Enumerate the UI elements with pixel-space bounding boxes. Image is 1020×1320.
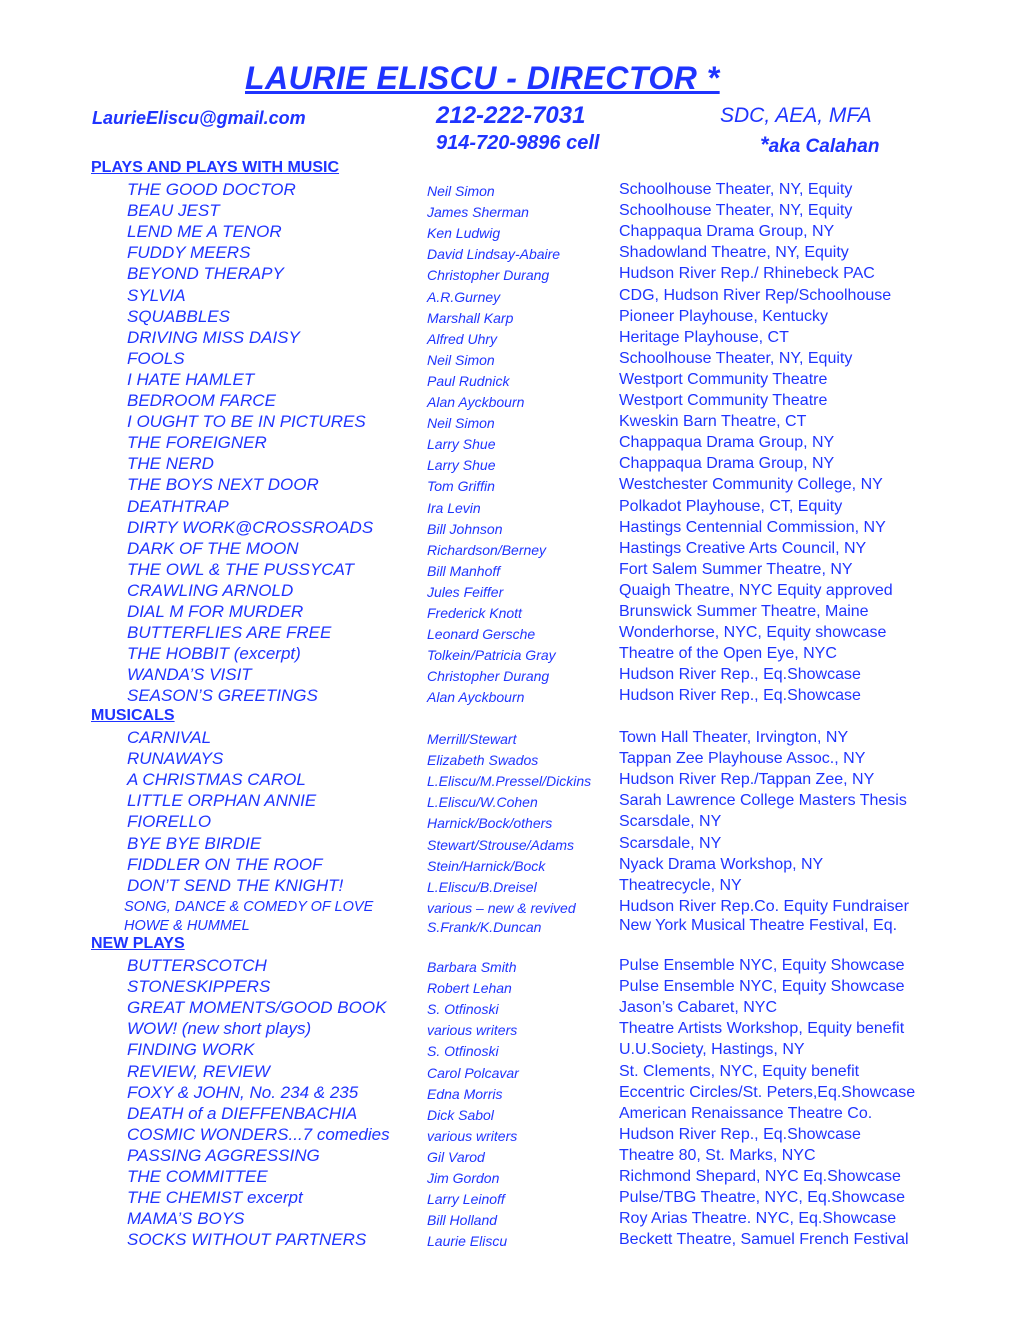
venue-name: Tappan Zee Playhouse Assoc., NY (619, 750, 866, 768)
author-name: Larry Shue (427, 436, 496, 453)
author-name: Dick Sabol (427, 1106, 494, 1123)
author-name: Stewart/Strouse/Adams (427, 836, 575, 853)
author-name: Elizabeth Swados (427, 752, 539, 769)
production-title: FIDDLER ON THE ROOF (127, 854, 323, 874)
production-title: DEATH of a DIEFFENBACHIA (127, 1103, 358, 1123)
credit-row (0, 686, 1020, 706)
production-title: WOW! (new short plays) (127, 1019, 312, 1039)
production-title: MAMA’S BOYS (127, 1209, 245, 1229)
credit-row (0, 201, 1020, 221)
credit-row (0, 812, 1020, 832)
section-heading: PLAYS AND PLAYS WITH MUSIC (91, 159, 340, 176)
production-title: REVIEW, REVIEW (127, 1061, 270, 1081)
venue-name: Theatre 80, St. Marks, NYC (619, 1146, 816, 1164)
venue-name: Pulse Ensemble NYC, Equity Showcase (619, 978, 905, 996)
author-name: various writers (427, 1022, 518, 1039)
credit-row (0, 370, 1020, 390)
phone-number: 212-222-7031 (436, 102, 586, 129)
author-name: S. Otfinoski (427, 1043, 499, 1060)
venue-name: Hudson River Rep./ Rhinebeck PAC (619, 265, 875, 283)
credit-row (0, 644, 1020, 664)
author-name: Frederick Knott (427, 605, 522, 621)
credit-row (0, 1230, 1020, 1250)
production-title: BEDROOM FARCE (127, 391, 276, 410)
aka-name: aka Calahan (768, 136, 880, 157)
credit-row (0, 391, 1020, 411)
production-title: FUDDY MEERS (127, 243, 251, 263)
venue-name: Beckett Theatre, Samuel French Festival (619, 1231, 909, 1249)
venue-name: Town Hall Theater, Irvington, NY (619, 729, 849, 746)
venue-name: Eccentric Circles/St. Peters,Eq.Showcase (619, 1083, 916, 1101)
venue-name: Hudson River Rep./Tappan Zee, NY (619, 771, 875, 789)
author-name: Larry Shue (427, 457, 496, 474)
credit-row (0, 855, 1020, 875)
production-title: BEAU JEST (127, 201, 220, 221)
venue-name: Theatre Artists Workshop, Equity benefit (619, 1020, 905, 1038)
production-title: THE NERD (127, 454, 214, 474)
production-title: SONG, DANCE & COMEDY OF LOVE (124, 898, 374, 915)
section-heading: NEW PLAYS (91, 935, 185, 952)
author-name: David Lindsay-Abaire (427, 246, 561, 263)
venue-name: St. Clements, NYC, Equity benefit (619, 1062, 860, 1080)
venue-name: Hastings Creative Arts Council, NY (619, 539, 867, 557)
author-name: Merrill/Stewart (427, 731, 517, 747)
author-name: James Sherman (427, 204, 529, 221)
production-title: I HATE HAMLET (127, 369, 255, 389)
production-title: DARK OF THE MOON (127, 538, 299, 558)
credit-row (0, 665, 1020, 685)
production-title: WANDA’S VISIT (127, 665, 252, 685)
venue-name: Hudson River Rep.Co. Equity Fundraiser (619, 897, 909, 915)
author-name: S.Frank/K.Duncan (427, 919, 542, 936)
production-title: FINDING WORK (127, 1040, 255, 1060)
venue-name: Theatrecycle, NY (619, 876, 742, 894)
production-title: PASSING AGGRESSING (127, 1145, 320, 1165)
author-name: Stein/Harnick/Bock (427, 857, 546, 874)
credit-row (0, 539, 1020, 559)
credit-row (0, 1167, 1020, 1187)
credit-row (0, 834, 1020, 854)
venue-name: New York Musical Theatre Festival, Eq. (619, 917, 898, 935)
production-title: DEATHTRAP (127, 496, 229, 516)
credit-row (0, 1083, 1020, 1103)
credit-row (0, 998, 1020, 1018)
author-name: Paul Rudnick (427, 372, 510, 389)
production-title: COSMIC WONDERS...7 comedies (127, 1124, 390, 1144)
production-title: DRIVING MISS DAISY (127, 327, 300, 347)
venue-name: Fort Salem Summer Theatre, NY (619, 560, 853, 578)
author-name: Tom Griffin (427, 478, 495, 495)
venue-name: Hudson River Rep., Eq.Showcase (619, 666, 861, 684)
author-name: Bill Johnson (427, 520, 503, 537)
venue-name: Hudson River Rep., Eq.Showcase (619, 687, 861, 705)
production-title: DON’T SEND THE KNIGHT! (127, 875, 344, 895)
author-name: Leonard Gersche (427, 626, 536, 643)
production-title: GREAT MOMENTS/GOOD BOOK (127, 998, 387, 1018)
venue-name: Scarsdale, NY (619, 834, 722, 852)
production-title: THE GOOD DOCTOR (127, 180, 296, 199)
production-title: CRAWLING ARNOLD (127, 580, 294, 600)
venue-name: Brunswick Summer Theatre, Maine (619, 603, 869, 620)
production-title: SEASON’S GREETINGS (127, 686, 318, 706)
author-name: Bill Manhoff (427, 562, 501, 579)
production-title: BUTTERFLIES ARE FREE (127, 623, 332, 643)
production-title: BYE BYE BIRDIE (127, 833, 262, 853)
venue-name: Schoolhouse Theater, NY, Equity (619, 202, 853, 220)
production-title: SOCKS WITHOUT PARTNERS (127, 1230, 367, 1250)
aka-star: * (760, 132, 769, 157)
production-title: STONESKIPPERS (127, 977, 271, 997)
author-name: various writers (427, 1127, 518, 1144)
production-title: FOXY & JOHN, No. 234 & 235 (127, 1082, 359, 1102)
author-name: L.Eliscu/W.Cohen (427, 794, 538, 811)
production-title: CARNIVAL (127, 728, 212, 747)
venue-name: Polkadot Playhouse, CT, Equity (619, 497, 843, 515)
production-title: LITTLE ORPHAN ANNIE (127, 791, 317, 811)
author-name: Jim Gordon (427, 1170, 500, 1186)
credit-row (0, 1125, 1020, 1145)
venue-name: Pulse/TBG Theatre, NYC, Eq.Showcase (619, 1189, 906, 1207)
author-name: Gil Varod (427, 1148, 485, 1165)
venue-name: Wonderhorse, NYC, Equity showcase (619, 624, 887, 642)
credit-row (0, 770, 1020, 790)
venue-name: U.U.Society, Hastings, NY (619, 1041, 805, 1059)
credit-row (0, 1146, 1020, 1166)
section-heading: MUSICALS (91, 707, 175, 724)
production-title: SQUABBLES (127, 306, 230, 326)
production-title: A CHRISTMAS CAROL (127, 770, 306, 790)
author-name: Alan Ayckbourn (427, 689, 525, 706)
venue-name: American Renaissance Theatre Co. (619, 1104, 873, 1122)
credit-row (0, 897, 1020, 917)
production-title: DIAL M FOR MURDER (127, 602, 304, 621)
production-title: SYLVIA (127, 285, 186, 305)
author-name: Laurie Eliscu (427, 1233, 508, 1250)
production-title: LEND ME A TENOR (127, 222, 282, 242)
author-name: various – new & revived (427, 899, 576, 916)
venue-name: Hastings Centennial Commission, NY (619, 518, 886, 536)
credit-row (0, 602, 1020, 622)
venue-name: Richmond Shepard, NYC Eq.Showcase (619, 1168, 901, 1185)
author-name: Neil Simon (427, 351, 495, 368)
aka-note (760, 132, 879, 158)
author-name: Bill Holland (427, 1212, 498, 1229)
credit-row (0, 560, 1020, 580)
venue-name: Westport Community Theatre (619, 392, 828, 409)
credit-row (0, 433, 1020, 453)
credit-row (0, 749, 1020, 769)
author-name: A.R.Gurney (427, 288, 501, 305)
venue-name: Nyack Drama Workshop, NY (619, 855, 824, 873)
author-name: Christopher Durang (427, 267, 550, 284)
production-title: THE COMMITTEE (127, 1167, 268, 1186)
author-name: S. Otfinoski (427, 1001, 499, 1018)
credit-row (0, 791, 1020, 811)
email-address[interactable]: LaurieEliscu@gmail.com (92, 108, 306, 128)
credit-row (0, 1209, 1020, 1229)
author-name: Christopher Durang (427, 668, 550, 685)
credit-row (0, 623, 1020, 643)
production-title: RUNAWAYS (127, 749, 224, 769)
author-name: Jules Feiffer (427, 583, 504, 600)
venue-name: Shadowland Theatre, NY, Equity (619, 244, 849, 262)
credit-row (0, 412, 1020, 432)
author-name: Ken Ludwig (427, 225, 501, 242)
venue-name: Westchester Community College, NY (619, 476, 883, 494)
venue-name: Chappaqua Drama Group, NY (619, 223, 835, 241)
author-name: Robert Lehan (427, 980, 512, 997)
credit-row (0, 1040, 1020, 1060)
author-name: Alan Ayckbourn (427, 394, 525, 410)
production-title: FOOLS (127, 348, 185, 368)
production-title: THE HOBBIT (excerpt) (127, 644, 301, 664)
author-name: Harnick/Bock/others (427, 815, 553, 832)
venue-name: Chappaqua Drama Group, NY (619, 434, 835, 452)
author-name: Larry Leinoff (427, 1191, 505, 1208)
credentials: SDC, AEA, MFA (720, 104, 872, 127)
credit-row (0, 349, 1020, 369)
production-title: THE OWL & THE PUSSYCAT (127, 559, 355, 579)
author-name: L.Eliscu/M.Pressel/Dickins (427, 773, 592, 790)
credit-row (0, 264, 1020, 284)
author-name: Alfred Uhry (427, 330, 498, 347)
credit-row (0, 1188, 1020, 1208)
credit-row (0, 876, 1020, 896)
venue-name: Roy Arias Theatre. NYC, Eq.Showcase (619, 1210, 897, 1228)
production-title: BEYOND THERAPY (127, 264, 284, 284)
venue-name: Schoolhouse Theater, NY, Equity (619, 181, 853, 198)
credit-row (0, 222, 1020, 242)
venue-name: Theatre of the Open Eye, NYC (619, 645, 837, 663)
credit-row (0, 1019, 1020, 1039)
venue-name: Kweskin Barn Theatre, CT (619, 413, 807, 431)
credit-row (0, 328, 1020, 348)
credit-row (0, 977, 1020, 997)
author-name: L.Eliscu/B.Dreisel (427, 878, 537, 895)
credit-row (0, 454, 1020, 474)
credit-row (0, 286, 1020, 306)
author-name: Edna Morris (427, 1085, 503, 1102)
venue-name: Jason’s Cabaret, NYC (619, 999, 777, 1017)
credit-row (0, 180, 1020, 200)
venue-name: Chappaqua Drama Group, NY (619, 455, 835, 473)
credit-row (0, 1062, 1020, 1082)
venue-name: Quaigh Theatre, NYC Equity approved (619, 581, 893, 599)
venue-name: Scarsdale, NY (619, 813, 722, 831)
venue-name: Schoolhouse Theater, NY, Equity (619, 349, 853, 367)
credit-row (0, 581, 1020, 601)
credit-row (0, 1104, 1020, 1124)
credit-row (0, 956, 1020, 976)
venue-name: Westport Community Theatre (619, 370, 828, 388)
credit-row (0, 307, 1020, 327)
credit-row (0, 916, 1020, 936)
credit-row (0, 243, 1020, 263)
venue-name: Pioneer Playhouse, Kentucky (619, 307, 829, 325)
production-title: HOWE & HUMMEL (124, 918, 250, 935)
production-title: THE BOYS NEXT DOOR (127, 475, 319, 495)
venue-name: CDG, Hudson River Rep/Schoolhouse (619, 286, 892, 304)
cell-number: 914-720-9896 cell (436, 132, 600, 154)
author-name: Carol Polcavar (427, 1064, 519, 1081)
resume-title: LAURIE ELISCU - DIRECTOR * (245, 60, 720, 96)
production-title: DIRTY WORK@CROSSROADS (127, 517, 374, 537)
author-name: Neil Simon (427, 415, 495, 432)
credit-row (0, 728, 1020, 748)
credit-row (0, 497, 1020, 517)
venue-name: Hudson River Rep., Eq.Showcase (619, 1125, 861, 1143)
production-title: THE CHEMIST excerpt (127, 1188, 303, 1208)
author-name: Tolkein/Patricia Gray (427, 647, 556, 664)
credit-row (0, 475, 1020, 495)
production-title: I OUGHT TO BE IN PICTURES (127, 412, 366, 432)
production-title: THE FOREIGNER (127, 433, 267, 453)
production-title: BUTTERSCOTCH (127, 956, 267, 975)
author-name: Ira Levin (427, 499, 481, 516)
author-name: Marshall Karp (427, 309, 514, 326)
author-name: Neil Simon (427, 183, 495, 199)
author-name: Richardson/Berney (427, 541, 547, 558)
venue-name: Sarah Lawrence College Masters Thesis (619, 792, 907, 810)
production-title: FIORELLO (127, 812, 212, 832)
venue-name: Heritage Playhouse, CT (619, 328, 789, 346)
credit-row (0, 518, 1020, 538)
author-name: Barbara Smith (427, 959, 517, 975)
venue-name: Pulse Ensemble NYC, Equity Showcase (619, 957, 905, 974)
